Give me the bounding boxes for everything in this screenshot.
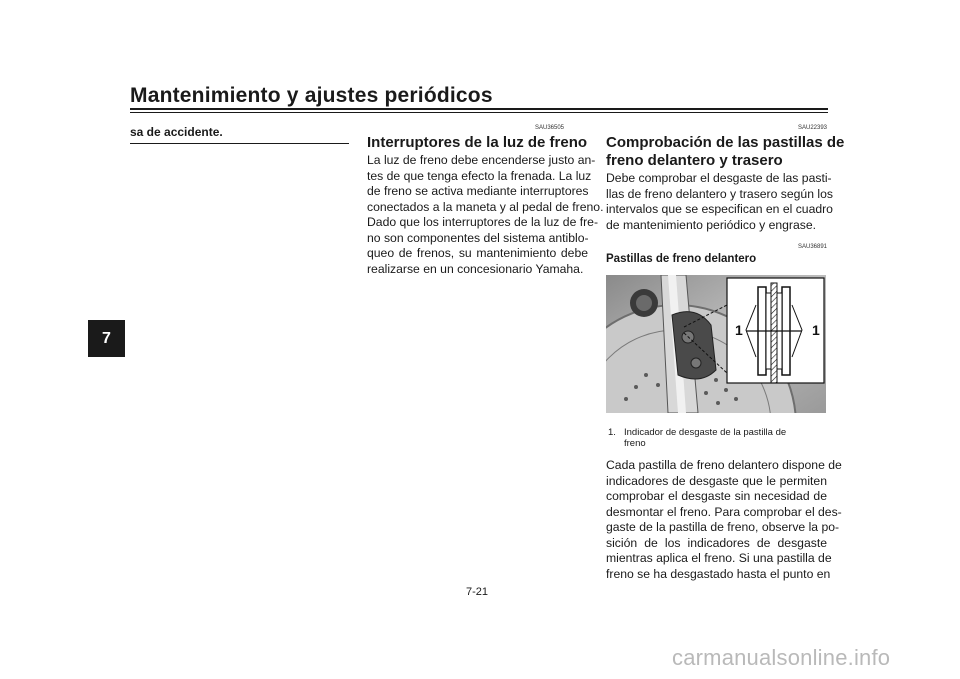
front-pads-paragraph xyxy=(606,458,842,582)
column1-text: sa de accidente. xyxy=(130,125,223,139)
text-line: de freno se activa mediante interruptores xyxy=(367,184,589,198)
section-code: SAU22393 xyxy=(798,125,828,131)
figure-callout-left: 1 xyxy=(735,322,743,338)
page-title: Mantenimiento y ajustes periódicos xyxy=(130,84,493,107)
text-line: Debe comprobar el desgaste de las pasti- xyxy=(606,171,832,185)
figure-callout-right: 1 xyxy=(812,322,820,338)
section-heading-pads xyxy=(606,134,844,170)
column1-rule xyxy=(130,143,349,144)
figure-caption xyxy=(608,427,808,449)
text-line: realizarse en un concesionario Yamaha. xyxy=(367,261,584,276)
caption-number: 1. xyxy=(608,427,616,438)
title-rule-thin xyxy=(130,112,828,113)
brake-caliper-figure xyxy=(606,275,826,413)
text-line: desmontar el freno. Para comprobar el des- xyxy=(606,504,842,519)
brake-caliper-illustration xyxy=(606,275,826,413)
title-rule xyxy=(130,108,828,110)
text-line: de mantenimiento periódico y engrase. xyxy=(606,217,817,232)
text-line: tes de que tenga efecto la frenada. La luz xyxy=(367,168,592,183)
section-heading-brake-light: Interruptores de la luz de freno xyxy=(367,134,588,151)
text-line: La luz de freno debe encenderse justo an- xyxy=(367,153,596,167)
caption-line2: freno xyxy=(624,438,646,449)
watermark-text: carmanualsonline.info xyxy=(672,645,891,670)
subsection-heading-front-pads: Pastillas de freno delantero xyxy=(606,253,757,265)
pads-paragraph xyxy=(606,171,833,233)
page-number: 7-21 xyxy=(466,586,489,598)
text-line: queo de frenos, su mantenimiento debe xyxy=(367,246,588,260)
text-line: no son componentes del sistema antiblo- xyxy=(367,230,589,245)
text-line: mientras aplica el freno. Si una pastilla de xyxy=(606,551,832,565)
text-line: conectados a la maneta y al pedal de freno. xyxy=(367,199,604,214)
text-line: intervalos que se especifican en el cuadro xyxy=(606,202,833,216)
subsection-code: SAU36891 xyxy=(798,244,828,250)
text-line: gaste de la pastilla de freno, observe la po- xyxy=(606,520,840,534)
text-line: Cada pastilla de freno delantero dispone de xyxy=(606,458,842,472)
chapter-tab[interactable]: 7 xyxy=(88,320,125,357)
section-code: SAU36505 xyxy=(535,125,565,131)
text-line: Dado que los interruptores de la luz de fre- xyxy=(367,215,599,229)
brake-light-paragraph xyxy=(367,153,604,277)
section-heading-pads-line1: Comprobación de las pastillas de xyxy=(606,134,845,151)
text-line: indicadores de desgaste que le permiten xyxy=(606,473,827,488)
caption-line1: Indicador de desgaste de la pastilla de xyxy=(624,427,787,438)
text-line: freno se ha desgastado hasta el punto en xyxy=(606,566,831,581)
text-line: llas de freno delantero y trasero según los xyxy=(606,186,833,201)
section-heading-pads-line2: freno delantero y trasero xyxy=(606,152,783,169)
text-line: comprobar el desgaste sin necesidad de xyxy=(606,489,827,503)
text-line: sición de los indicadores de desgaste xyxy=(606,535,827,550)
